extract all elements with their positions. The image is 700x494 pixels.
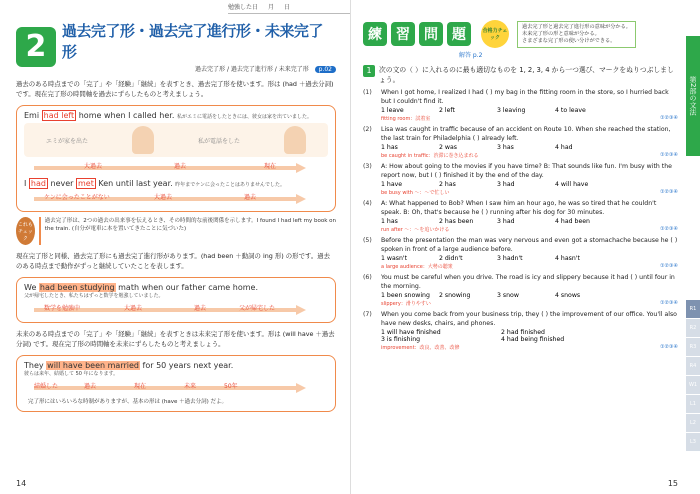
option[interactable]: 3 had [497,181,515,188]
checklist-item[interactable]: 過去完了形と過去完了進行形の意味が分かる。 [522,23,631,30]
option[interactable]: 3 leaving [497,107,526,114]
option[interactable]: 4 hasn't [555,255,580,262]
option[interactable]: 3 hadn't [497,255,523,262]
question-item [363,310,678,351]
study-month-label: 月 [268,4,275,11]
intro-paragraph: 過去のある時点までの「完了」や「経験」「継続」を表すとき、過去完了形を使います。形は (had ＋過去分詞) です。現在完了形の時間軸を過去にずらしたものと考えましょう。 [16,80,334,98]
question-number: (7) [363,311,372,318]
side-nav-item[interactable]: L1 [686,395,700,413]
question-text: Lisa was caught in traffic because of an accident on Route 10. When she reached the station, the last train for Philadelphia ( ) already left. [381,126,671,142]
progressive-paragraph: 現在完了形と同様、過去完了形にも過去完了進行形があります。(had been ＋動詞の ing 形) の形です。過去のある時点まで動作がずっと継続していたことを表します。 [16,252,331,270]
ex4-label-future: 未来 [184,383,197,390]
vocab-note: be caught in traffic：渋滞に巻き込まれる [381,153,479,159]
timeline-arrow-icon [296,163,306,173]
example-3 [24,283,328,292]
option[interactable]: 4 had been [555,218,590,225]
owl-mascot-icon: これもチェック [16,217,35,245]
ex4-pre: They [24,361,47,370]
practice-header [363,20,678,48]
ex1-timeline [24,161,328,175]
ex3-highlight: had been studying [39,283,115,292]
ex3-translation: 父が帰宅したとき、私たちはずっと数学を勉強していました。 [24,293,164,299]
vocab-note: improvement：改良、改善、改修 [381,345,460,351]
vocab-note: run after ～：～を追いかける [381,227,450,233]
study-date-field [228,0,350,14]
answer-marks[interactable]: ①②③④ [660,300,678,306]
question-item [363,199,678,233]
question-number: (6) [363,274,372,281]
ex3-post: math when our father came home. [115,283,258,292]
timeline-arrow-icon [296,383,306,393]
ex2-post: Ken until last year. [95,179,173,188]
ex4-translation: 彼らは来年、結婚して 50 年になります。 [24,371,119,377]
side-nav-item[interactable]: R2 [686,319,700,337]
heading-tile-4: 題 [447,22,471,46]
question-text: Before the presentation the man was very nervous and even got a stomachache because he ( ) spoken in front of a large audience before. [381,237,678,253]
lesson-number: 2 [16,27,56,67]
example-1 [24,111,328,120]
ex4-post: for 50 years next year. [139,361,234,370]
example-2 [24,179,328,188]
option[interactable]: 2 has been [439,218,474,225]
option[interactable]: 4 snows [555,292,581,299]
side-nav-item[interactable]: R1 [686,300,700,318]
reference-link[interactable]: p.02 [315,66,336,73]
ex1-tag-left: エミが家を出た [45,137,88,145]
ex2-mid: never [47,179,76,188]
ex2-translation: 昨年までケンに会ったことはありませんでした。 [175,182,285,188]
answer-marks[interactable]: ①②③④ [660,263,678,269]
question-text: When you come back from your business trip, they ( ) the improvement of our office. You'll also have new desks, chairs, and phones. [381,311,677,327]
question-list [363,88,678,351]
side-nav-item[interactable]: W1 [686,376,700,394]
heading-tile-3: 問 [419,22,443,46]
question-item [363,88,678,122]
option[interactable]: 1 has [381,144,398,151]
person-figure-icon [132,126,154,154]
question-options [381,255,678,262]
example-4 [24,361,328,370]
chapter-side-tab[interactable]: 第2部の文法 [686,36,700,156]
question-options [381,144,678,151]
question-number: (3) [363,163,372,170]
ex4-highlight: will have been married [47,361,139,370]
ex2-pre: I [24,179,29,188]
option[interactable]: 2 had finished [501,329,545,336]
ex4-label-present: 現在 [134,383,147,390]
question-options [381,181,678,188]
ex2-label-past: 過去 [244,194,257,201]
checklist [517,21,636,48]
ex3-label-past-perfect: 大過去 [124,305,143,312]
question-options [381,107,678,114]
instruction-text: 次の文の（ ）に入れるのに最も適切なものを 1, 2, 3, 4 から一つ選び、マークをぬりつぶしましょう。 [379,66,674,84]
checklist-item[interactable]: さまざまな完了形の使い分けができる。 [522,37,616,44]
option[interactable]: 4 to leave [555,107,586,114]
question-item [363,162,678,196]
study-date-label: 勉強した日 [228,4,259,11]
question-options [381,292,678,299]
ex4-label-past: 過去 [84,383,97,390]
option[interactable]: 2 was [439,144,457,151]
side-nav-item[interactable]: L3 [686,433,700,451]
lesson-subtitle [62,64,336,73]
ex1-label-past-perfect: 大過去 [84,163,103,170]
option[interactable]: 2 has [439,181,456,188]
ex3-label-past: 過去 [194,305,207,312]
option[interactable]: 4 had [555,144,573,151]
side-nav-item[interactable]: R4 [686,357,700,375]
check-badge: 合格力チェック [481,20,509,48]
option[interactable]: 1 leave [381,107,404,114]
subtitle-text: 過去完了形 / 過去完了進行形 / 未来完了形 [195,66,309,73]
ex4-tag-married: 結婚した [34,383,59,390]
option[interactable]: 4 had being finished [501,336,565,343]
ex2-highlight-1: had [30,179,46,188]
ex2-tag: ケンに会ったことがない [44,194,110,201]
heading-tile-2: 習 [391,22,415,46]
ex4-tag-50-years: 50年 [224,383,238,390]
ex3-tag-studying: 数学を勉強中 [44,305,81,312]
ex1-label-past: 過去 [174,163,187,170]
ex4-timeline [24,381,328,395]
vocab-note: fitting room：試着室 [381,116,431,122]
answer-marks[interactable]: ①②③④ [660,115,678,121]
lesson-title: 過去完了形・過去完了進行形・未来完了形 [61,22,323,61]
vocab-note: be busy with ～：～で忙しい [381,190,450,196]
ex1-post: home when I called her. [76,111,175,120]
question-text: A: How about going to the movies if you have time? B: That sounds like fun. I'm busy with the report now, but I ( ) finished it by the end of the day. [381,163,672,179]
vocab-note: slippery：滑りやすい [381,301,431,307]
heading-tile-1: 練 [363,22,387,46]
question-number: (4) [363,200,372,207]
ex1-highlight: had left [43,111,75,120]
ex1-translation: 私がエミに電話をしたときには、彼女は家を出ていました。 [176,114,312,120]
ex3-timeline [24,303,328,317]
question-item [363,125,678,159]
side-navigation [686,300,700,451]
vocab-note: a large audience：大勢の聴衆 [381,264,453,270]
option[interactable]: 2 snowing [439,292,471,299]
ex1-tag-called: 私が電話をした [197,137,240,145]
timeline-arrow-icon [296,305,306,315]
right-page [350,0,700,494]
option[interactable]: 2 left [439,107,455,114]
question-number: (5) [363,237,372,244]
option[interactable]: 4 will have [555,181,589,188]
future-perfect-paragraph: 未来のある時点までの「完了」や「経験」「継続」を表すときは未来完了形を使います。形は (will have ＋過去分詞) です。現在完了形の時間軸を未来にずらしたものと考えましょう。 [16,330,335,348]
question-number: (2) [363,126,372,133]
page-number-left: 14 [16,479,27,488]
tip-section [16,217,336,245]
question-text: A: What happened to Bob? When I saw him an hour ago, he was so tired that he couldn't speak. B: Oh, that's because he ( ) running after his dog for 30 minutes. [381,200,657,216]
option[interactable]: 3 is finishing [381,336,421,343]
ex2-highlight-2: met [78,179,94,188]
question-options [381,218,678,225]
side-nav-item[interactable]: R3 [686,338,700,356]
tip-text: 過去完了形は、2つの過去の出来事を伝えるとき、その時間的な前後関係を示します。I found I had left my book on the train. (自分が電車に本を置いてきたことに気づいた) [39,217,336,245]
question-item [363,236,678,270]
option[interactable]: 1 been snowing [381,292,430,299]
option[interactable]: 3 snow [497,292,519,299]
option[interactable]: 2 didn't [439,255,463,262]
example-box-4 [16,355,336,412]
page-number-right: 15 [667,479,678,488]
answer-marks[interactable]: ①②③④ [660,226,678,232]
option[interactable]: 3 had [497,218,515,225]
ex3-tag-came-home: 父が帰宅した [239,305,276,312]
instruction [363,65,678,85]
ex3-pre: We [24,283,39,292]
ex2-timeline [24,192,328,206]
question-item [363,273,678,307]
timeline-arrow-icon [296,194,306,204]
question-text: You must be careful when you drive. The road is icy and slippery because it had ( ) until four in the morning. [381,274,675,290]
option[interactable]: 1 has [381,218,398,225]
question-number: (1) [363,89,372,96]
question-options [381,329,678,343]
answer-marks[interactable]: ①②③④ [660,152,678,158]
lesson-header [16,20,336,73]
question-text: When I got home, I realized I had ( ) my bag in the fitting room in the store, so I hurried back but I couldn't find it. [381,89,669,105]
option[interactable]: 1 have [381,181,403,188]
ex2-label-past-perfect: 大過去 [154,194,173,201]
option[interactable]: 3 has [497,144,514,151]
option[interactable]: 1 wasn't [381,255,408,262]
answer-reference[interactable]: 解答 p.2 [459,52,483,59]
answer-marks[interactable]: ①②③④ [660,189,678,195]
option[interactable]: 1 will have finished [381,329,441,336]
section-number: 1 [363,65,375,77]
study-day-label: 日 [284,4,291,11]
phone-figure-icon [284,126,306,154]
side-nav-item[interactable]: L2 [686,414,700,432]
checklist-item[interactable]: 未来完了形の形と意味が分かる。 [522,30,600,37]
answer-marks[interactable]: ①②③④ [660,344,678,350]
ex1-label-present: 現在 [264,163,277,170]
speech-bubble: 完了形にはいろいろな時制がありますが、基本の形は (have ＋過去分詞) だよ。 [28,399,228,405]
example-box-1 [16,105,336,212]
ex1-pre: Emi [24,111,42,120]
example-box-3 [16,277,336,323]
ex1-illustration [24,123,328,157]
